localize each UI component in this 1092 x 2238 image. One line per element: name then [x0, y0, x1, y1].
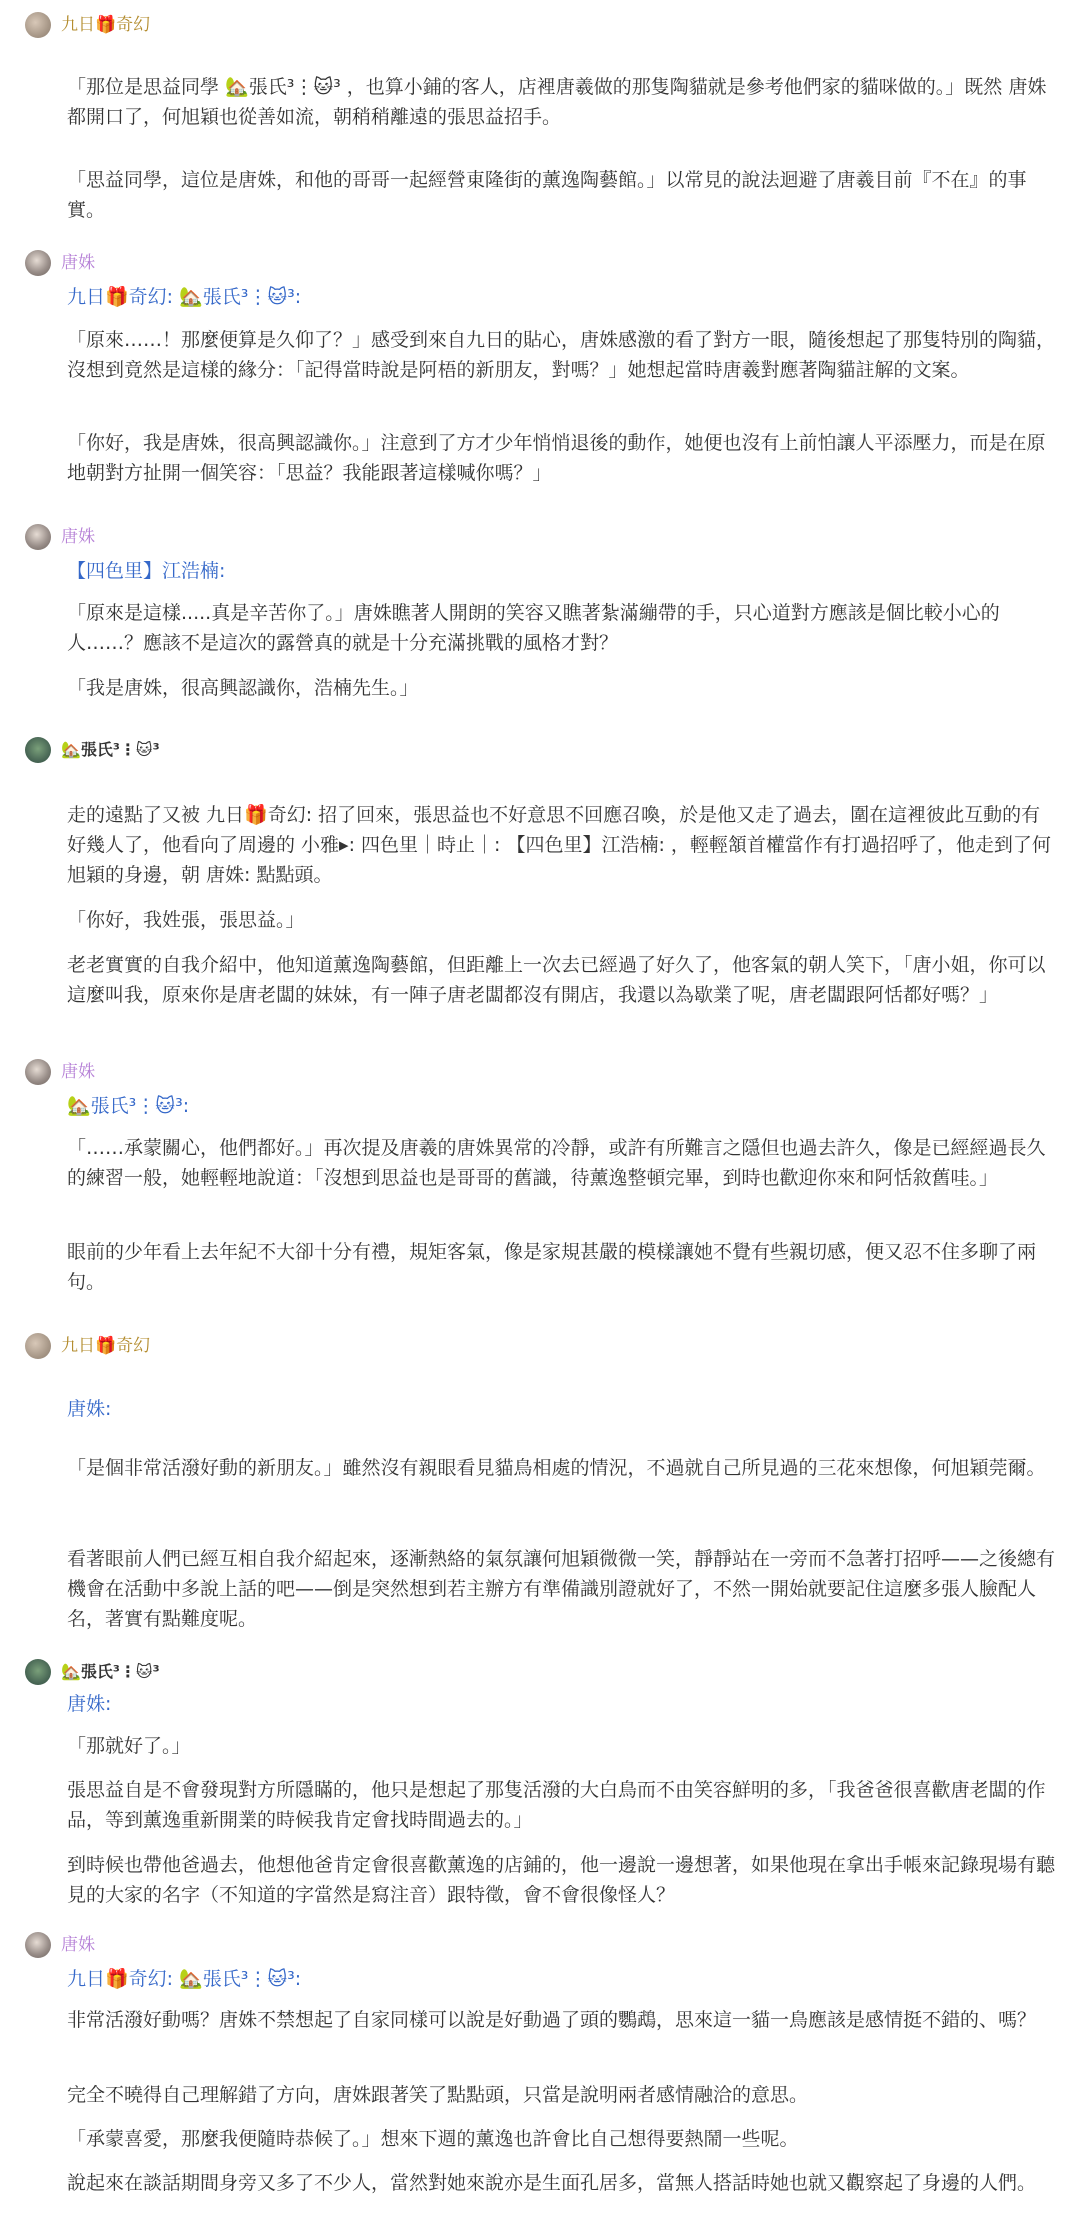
paragraph: 「我是唐姝，很高興認識你，浩楠先生。」 [67, 677, 419, 699]
mention-line[interactable]: 【四色里】江浩楠: [67, 560, 226, 582]
post-header [25, 1057, 95, 1087]
author-name[interactable]: 🏡張氏³⋮🐱³ [61, 1662, 160, 1681]
mention-line[interactable]: 九日🎁奇幻: 🏡張氏³⋮🐱³: [67, 286, 302, 308]
paragraph: 「承蒙喜愛，那麼我便隨時恭候了。」想來下週的薰逸也許會比自己想得要熱鬧一些呢。 [67, 2128, 799, 2150]
post-header [25, 735, 160, 765]
paragraph: 「你好，我姓張，張思益。」 [67, 909, 305, 931]
paragraph: 看著眼前人們已經互相自我介紹起來，逐漸熱絡的氣氛讓何旭穎微微一笑，靜靜站在一旁而不急著打招呼——之後總有機會在活動中多說上話的吧——倒是突然想到若主辦方有準備識別證就好了，不然一開始就要記住這麼多張人臉配人名，著實有點難度呢。 [67, 1548, 1056, 1630]
paragraph: 到時候也帶他爸過去，他想他爸肯定會很喜歡薰逸的店鋪的，他一邊說一邊想著，如果他現在拿出手帳來記錄現場有聽見的大家的名字（不知道的字當然是寫注音）跟特徵，會不會很像怪人？ [67, 1854, 1056, 1906]
paragraph: 非常活潑好動嗎？唐姝不禁想起了自家同樣可以說是好動過了頭的鸚鵡，思來這一貓一鳥應該是感情挺不錯的、嗎？ [67, 2009, 1037, 2031]
avatar[interactable] [25, 1059, 51, 1085]
mention-line[interactable]: 唐姝: [67, 1693, 112, 1715]
paragraph: 眼前的少年看上去年紀不大卻十分有禮，規矩客氣，像是家規甚嚴的模樣讓她不覺有些親切感，便又忍不住多聊了兩句。 [67, 1241, 1037, 1293]
post-header [25, 1930, 95, 1960]
paragraph: 「那位是思益同學 🏡張氏³⋮🐱³ ，也算小鋪的客人，店裡唐羲做的那隻陶貓就是參考他們家的貓咪做的。」既然 唐姝都開口了，何旭穎也從善如流，朝稍稍離遠的張思益招手。 [67, 76, 1047, 128]
mention-line[interactable]: 🏡張氏³⋮🐱³: [67, 1095, 190, 1117]
author-name[interactable]: 九日🎁奇幻 [61, 15, 151, 35]
author-name[interactable]: 唐姝 [61, 1935, 95, 1955]
author-name[interactable]: 唐姝 [61, 527, 95, 547]
author-name[interactable]: 唐姝 [61, 1062, 95, 1082]
author-name[interactable]: 唐姝 [61, 253, 95, 273]
avatar[interactable] [25, 1659, 51, 1685]
post-header [25, 10, 150, 40]
mention-line[interactable]: 九日🎁奇幻: 🏡張氏³⋮🐱³: [67, 1968, 302, 1990]
mention-line[interactable]: 唐姝: [67, 1398, 112, 1420]
post-header [25, 248, 95, 278]
paragraph: 「原來……！那麼便算是久仰了？」感受到來自九日的貼心，唐姝感激的看了對方一眼，隨後想起了那隻特別的陶貓，沒想到竟然是這樣的緣分：「記得當時說是阿梧的新朋友，對嗎？」她想起當時唐羲對應著陶貓註解的文案。 [67, 329, 1056, 381]
paragraph: 「那就好了。」 [67, 1735, 191, 1757]
avatar[interactable] [25, 1932, 51, 1958]
paragraph: 「你好，我是唐姝，很高興認識你。」注意到了方才少年悄悄退後的動作，她便也沒有上前怕讓人平添壓力，而是在原地朝對方扯開一個笑容：「思益？我能跟著這樣喊你嗎？」 [67, 432, 1046, 484]
paragraph: 完全不曉得自己理解錯了方向，唐姝跟著笑了點點頭，只當是說明兩者感情融洽的意思。 [67, 2084, 809, 2106]
avatar[interactable] [25, 12, 51, 38]
paragraph: 老老實實的自我介紹中，他知道薰逸陶藝館，但距離上一次去已經過了好久了，他客氣的朝人笑下，「唐小姐，你可以這麼叫我，原來你是唐老闆的妹妹，有一陣子唐老闆都沒有開店，我還以為歇業了呢，唐老闆跟阿恬都好嗎？」 [67, 954, 1046, 1006]
paragraph: 「是個非常活潑好動的新朋友。」雖然沒有親眼看見貓鳥相處的情況，不過就自己所見過的三花來想像，何旭穎莞爾。 [67, 1457, 1046, 1479]
avatar[interactable] [25, 250, 51, 276]
paragraph: 「原來是這樣.....真是辛苦你了。」唐姝瞧著人開朗的笑容又瞧著紮滿繃帶的手，只心道對方應該是個比較小心的人……？應該不是這次的露營真的就是十分充滿挑戰的風格才對？ [67, 602, 1000, 654]
author-name[interactable]: 九日🎁奇幻 [61, 1336, 151, 1356]
paragraph: 張思益自是不會發現對方所隱瞞的，他只是想起了那隻活潑的大白鳥而不由笑容鮮明的多，「我爸爸很喜歡唐老闆的作品，等到薰逸重新開業的時候我肯定會找時間過去的。」 [67, 1779, 1046, 1831]
post-header [25, 1331, 150, 1361]
paragraph: 「思益同學，這位是唐姝，和他的哥哥一起經營東隆街的薰逸陶藝館。」以常見的說法迴避了唐羲目前『不在』的事實。 [67, 169, 1027, 221]
post-header [25, 522, 95, 552]
post-header [25, 1657, 160, 1687]
paragraph: 走的遠點了又被 九日🎁奇幻: 招了回來，張思益也不好意思不回應召喚，於是他又走了過去，圍在這裡彼此互動的有好幾人了，他看向了周邊的 小雅▸: 四色里｜時止｜: 【四色里】江浩楠: ，輕輕頷首權當作有打過招呼了，他走到了何旭穎的身邊，朝 唐姝: 點點頭。 [67, 804, 1051, 886]
avatar[interactable] [25, 737, 51, 763]
avatar[interactable] [25, 1333, 51, 1359]
paragraph: 「……承蒙關心，他們都好。」再次提及唐羲的唐姝異常的冷靜，或許有所難言之隱但也過去許久，像是已經經過長久的練習一般，她輕輕地說道：「沒想到思益也是哥哥的舊識，待薰逸整頓完畢，到時也歡迎你來和阿恬敘舊哇。」 [67, 1137, 1046, 1189]
paragraph: 說起來在談話期間身旁又多了不少人，當然對她來說亦是生面孔居多，當無人搭話時她也就又觀察起了身邊的人們。 [67, 2172, 1037, 2194]
avatar[interactable] [25, 524, 51, 550]
author-name[interactable]: 🏡張氏³⋮🐱³ [61, 740, 160, 759]
